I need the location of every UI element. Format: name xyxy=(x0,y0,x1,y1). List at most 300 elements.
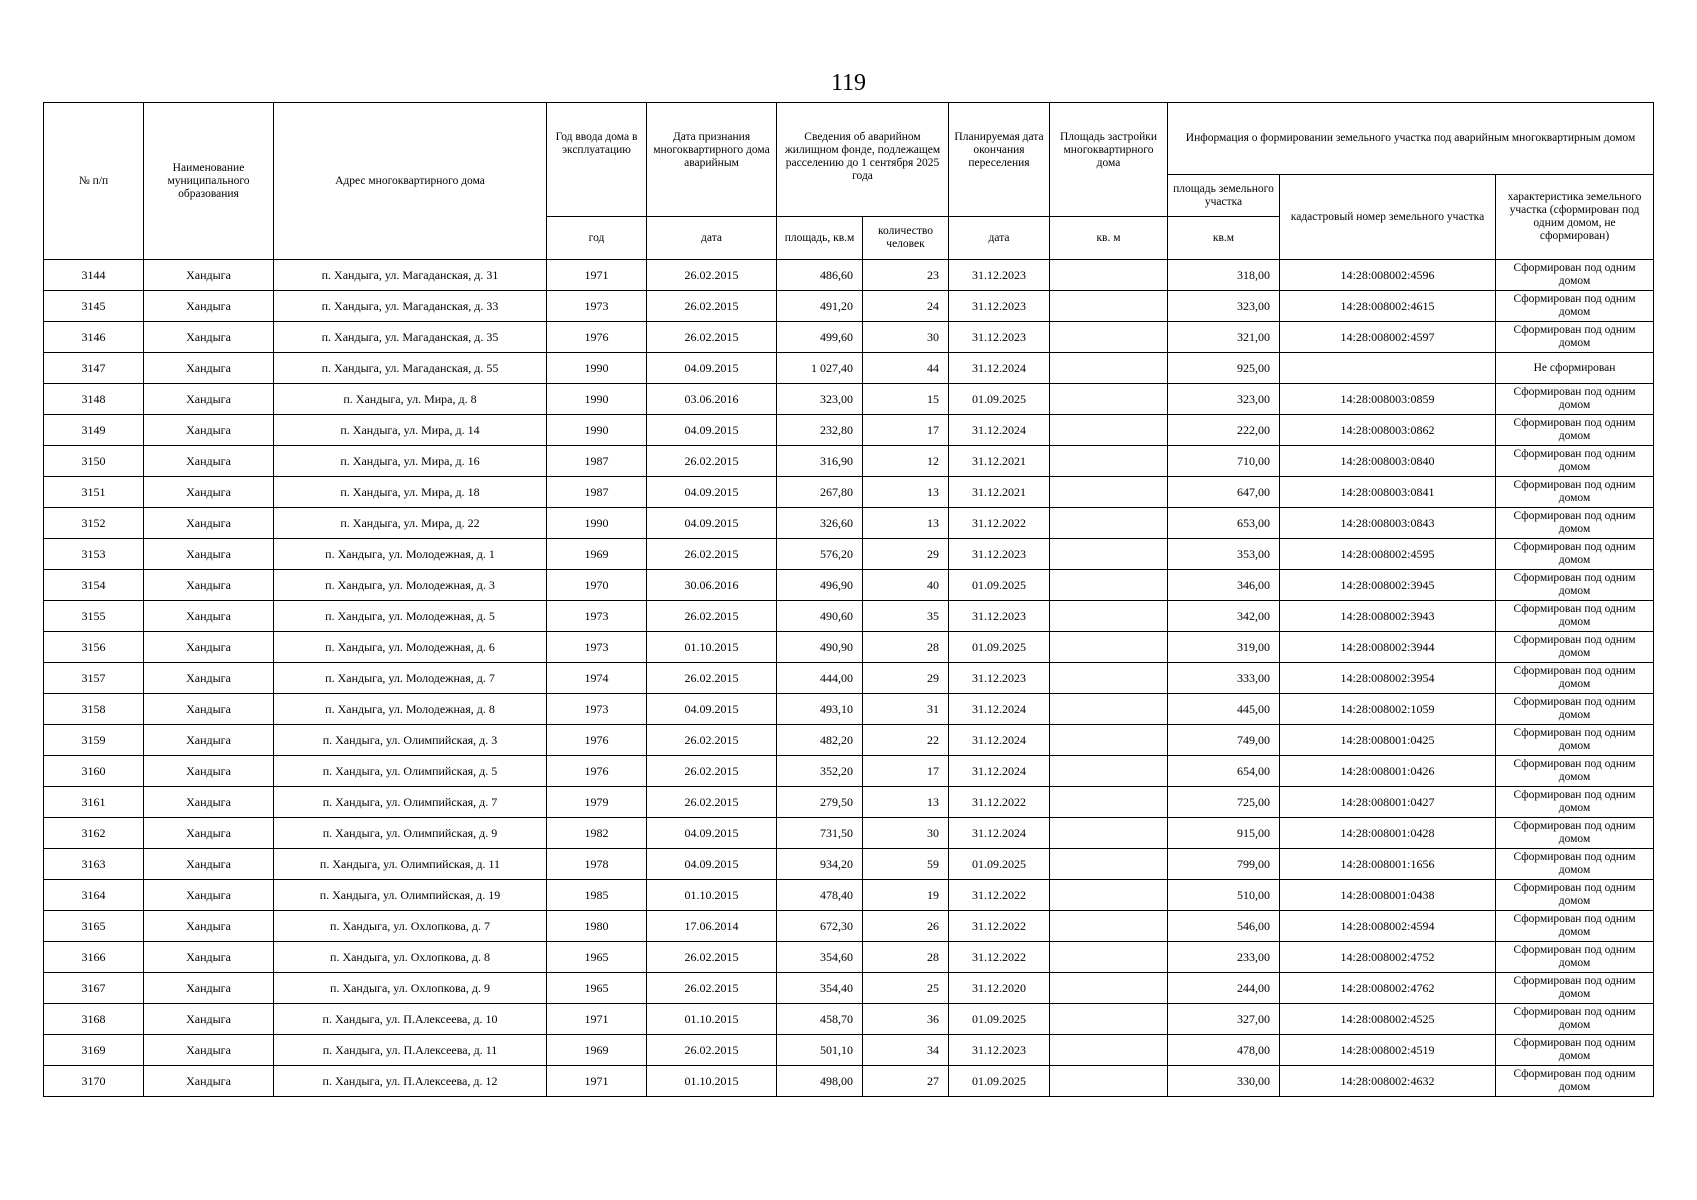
cell-people: 40 xyxy=(863,570,949,601)
cell-cadastral: 14:28:008001:0427 xyxy=(1280,787,1496,818)
table-row xyxy=(44,787,1654,818)
cell-people: 44 xyxy=(863,353,949,384)
cell-planned-end: 01.09.2025 xyxy=(949,570,1050,601)
cell-planned-end: 31.12.2024 xyxy=(949,725,1050,756)
cell-address: п. Хандыга, ул. Охлопкова, д. 8 xyxy=(274,942,547,973)
cell-cadastral: 14:28:008002:4632 xyxy=(1280,1066,1496,1097)
cell-area: 1 027,40 xyxy=(777,353,863,384)
cell-year: 1978 xyxy=(547,849,647,880)
emergency-housing-table xyxy=(43,102,1654,1097)
cell-date-recognized: 04.09.2015 xyxy=(647,477,777,508)
cell-date-recognized: 26.02.2015 xyxy=(647,322,777,353)
cell-year: 1969 xyxy=(547,539,647,570)
cell-land-char: Сформирован под одним домом xyxy=(1496,539,1654,570)
cell-people: 28 xyxy=(863,632,949,663)
cell-land-area: 925,00 xyxy=(1168,353,1280,384)
header-num: № п/п xyxy=(44,103,144,260)
cell-area: 491,20 xyxy=(777,291,863,322)
cell-num: 3155 xyxy=(44,601,144,632)
cell-year: 1971 xyxy=(547,1004,647,1035)
cell-num: 3148 xyxy=(44,384,144,415)
cell-planned-end: 31.12.2024 xyxy=(949,415,1050,446)
table-row xyxy=(44,911,1654,942)
cell-year: 1990 xyxy=(547,415,647,446)
cell-year: 1979 xyxy=(547,787,647,818)
table-row xyxy=(44,415,1654,446)
cell-planned-end: 31.12.2023 xyxy=(949,291,1050,322)
table-row xyxy=(44,322,1654,353)
cell-date-recognized: 26.02.2015 xyxy=(647,260,777,291)
cell-date-recognized: 26.02.2015 xyxy=(647,725,777,756)
table-row xyxy=(44,973,1654,1004)
cell-address: п. Хандыга, ул. Молодежная, д. 6 xyxy=(274,632,547,663)
cell-people: 26 xyxy=(863,911,949,942)
cell-municipality: Хандыга xyxy=(144,291,274,322)
cell-num: 3146 xyxy=(44,322,144,353)
cell-people: 23 xyxy=(863,260,949,291)
cell-land-char: Не сформирован xyxy=(1496,353,1654,384)
cell-cadastral: 14:28:008003:0841 xyxy=(1280,477,1496,508)
cell-cadastral: 14:28:008001:0425 xyxy=(1280,725,1496,756)
cell-date-recognized: 26.02.2015 xyxy=(647,756,777,787)
cell-land-char: Сформирован под одним домом xyxy=(1496,291,1654,322)
cell-land-char: Сформирован под одним домом xyxy=(1496,756,1654,787)
cell-area: 934,20 xyxy=(777,849,863,880)
cell-building-area xyxy=(1050,415,1168,446)
unit-sqm: кв. м xyxy=(1050,217,1168,260)
cell-planned-end: 01.09.2025 xyxy=(949,632,1050,663)
cell-building-area xyxy=(1050,632,1168,663)
cell-planned-end: 01.09.2025 xyxy=(949,384,1050,415)
cell-num: 3152 xyxy=(44,508,144,539)
cell-building-area xyxy=(1050,322,1168,353)
cell-area: 458,70 xyxy=(777,1004,863,1035)
cell-year: 1970 xyxy=(547,570,647,601)
cell-area: 444,00 xyxy=(777,663,863,694)
cell-planned-end: 31.12.2022 xyxy=(949,880,1050,911)
table-row xyxy=(44,291,1654,322)
cell-cadastral: 14:28:008003:0840 xyxy=(1280,446,1496,477)
cell-planned-end: 31.12.2024 xyxy=(949,353,1050,384)
cell-year: 1976 xyxy=(547,756,647,787)
cell-land-char: Сформирован под одним домом xyxy=(1496,1004,1654,1035)
cell-land-area: 710,00 xyxy=(1168,446,1280,477)
table-row xyxy=(44,663,1654,694)
cell-people: 29 xyxy=(863,663,949,694)
cell-building-area xyxy=(1050,973,1168,1004)
cell-cadastral: 14:28:008002:4762 xyxy=(1280,973,1496,1004)
cell-date-recognized: 26.02.2015 xyxy=(647,787,777,818)
table-row xyxy=(44,756,1654,787)
cell-land-char: Сформирован под одним домом xyxy=(1496,787,1654,818)
cell-building-area xyxy=(1050,446,1168,477)
cell-building-area xyxy=(1050,725,1168,756)
cell-municipality: Хандыга xyxy=(144,260,274,291)
cell-address: п. Хандыга, ул. Охлопкова, д. 9 xyxy=(274,973,547,1004)
cell-year: 1990 xyxy=(547,353,647,384)
cell-municipality: Хандыга xyxy=(144,446,274,477)
cell-building-area xyxy=(1050,787,1168,818)
cell-address: п. Хандыга, ул. П.Алексеева, д. 12 xyxy=(274,1066,547,1097)
cell-address: п. Хандыга, ул. Охлопкова, д. 7 xyxy=(274,911,547,942)
cell-land-area: 323,00 xyxy=(1168,291,1280,322)
cell-cadastral: 14:28:008002:4597 xyxy=(1280,322,1496,353)
cell-date-recognized: 01.10.2015 xyxy=(647,1004,777,1035)
cell-address: п. Хандыга, ул. Олимпийская, д. 11 xyxy=(274,849,547,880)
unit-people: количество человек xyxy=(863,217,949,260)
cell-planned-end: 01.09.2025 xyxy=(949,849,1050,880)
cell-year: 1990 xyxy=(547,508,647,539)
cell-municipality: Хандыга xyxy=(144,632,274,663)
cell-num: 3151 xyxy=(44,477,144,508)
cell-land-char: Сформирован под одним домом xyxy=(1496,818,1654,849)
cell-land-area: 653,00 xyxy=(1168,508,1280,539)
table-row xyxy=(44,694,1654,725)
cell-land-char: Сформирован под одним домом xyxy=(1496,446,1654,477)
cell-land-area: 333,00 xyxy=(1168,663,1280,694)
cell-area: 232,80 xyxy=(777,415,863,446)
cell-cadastral: 14:28:008002:4594 xyxy=(1280,911,1496,942)
table-row xyxy=(44,260,1654,291)
table-row xyxy=(44,601,1654,632)
cell-land-char: Сформирован под одним домом xyxy=(1496,322,1654,353)
cell-cadastral: 14:28:008002:4519 xyxy=(1280,1035,1496,1066)
cell-address: п. Хандыга, ул. Мира, д. 16 xyxy=(274,446,547,477)
cell-address: п. Хандыга, ул. Магаданская, д. 31 xyxy=(274,260,547,291)
cell-num: 3147 xyxy=(44,353,144,384)
cell-address: п. Хандыга, ул. Олимпийская, д. 7 xyxy=(274,787,547,818)
cell-land-char: Сформирован под одним домом xyxy=(1496,601,1654,632)
cell-municipality: Хандыга xyxy=(144,849,274,880)
cell-land-area: 244,00 xyxy=(1168,973,1280,1004)
cell-area: 323,00 xyxy=(777,384,863,415)
cell-address: п. Хандыга, ул. Молодежная, д. 8 xyxy=(274,694,547,725)
cell-num: 3153 xyxy=(44,539,144,570)
cell-date-recognized: 26.02.2015 xyxy=(647,539,777,570)
cell-building-area xyxy=(1050,1066,1168,1097)
cell-date-recognized: 01.10.2015 xyxy=(647,1066,777,1097)
cell-planned-end: 31.12.2023 xyxy=(949,601,1050,632)
cell-area: 576,20 xyxy=(777,539,863,570)
cell-address: п. Хандыга, ул. Мира, д. 8 xyxy=(274,384,547,415)
header-year: Год ввода дома в эксплуатацию xyxy=(547,103,647,217)
cell-year: 1982 xyxy=(547,818,647,849)
cell-land-char: Сформирован под одним домом xyxy=(1496,570,1654,601)
cell-year: 1987 xyxy=(547,477,647,508)
cell-area: 326,60 xyxy=(777,508,863,539)
table-row xyxy=(44,477,1654,508)
cell-cadastral: 14:28:008002:4525 xyxy=(1280,1004,1496,1035)
cell-address: п. Хандыга, ул. Магаданская, д. 35 xyxy=(274,322,547,353)
cell-people: 30 xyxy=(863,322,949,353)
cell-municipality: Хандыга xyxy=(144,880,274,911)
cell-building-area xyxy=(1050,818,1168,849)
cell-land-area: 725,00 xyxy=(1168,787,1280,818)
unit-year: год xyxy=(547,217,647,260)
cell-area: 490,90 xyxy=(777,632,863,663)
cell-num: 3154 xyxy=(44,570,144,601)
cell-municipality: Хандыга xyxy=(144,942,274,973)
cell-cadastral: 14:28:008002:1059 xyxy=(1280,694,1496,725)
cell-area: 493,10 xyxy=(777,694,863,725)
header-resettle-info: Сведения об аварийном жилищном фонде, подлежащем расселению до 1 сентября 2025 года xyxy=(777,103,949,217)
cell-municipality: Хандыга xyxy=(144,911,274,942)
cell-num: 3170 xyxy=(44,1066,144,1097)
table-row xyxy=(44,880,1654,911)
cell-area: 267,80 xyxy=(777,477,863,508)
cell-year: 1969 xyxy=(547,1035,647,1066)
cell-building-area xyxy=(1050,663,1168,694)
cell-num: 3165 xyxy=(44,911,144,942)
cell-people: 17 xyxy=(863,415,949,446)
cell-year: 1976 xyxy=(547,725,647,756)
cell-num: 3160 xyxy=(44,756,144,787)
cell-municipality: Хандыга xyxy=(144,787,274,818)
cell-address: п. Хандыга, ул. Молодежная, д. 1 xyxy=(274,539,547,570)
cell-people: 28 xyxy=(863,942,949,973)
cell-cadastral: 14:28:008002:4596 xyxy=(1280,260,1496,291)
cell-year: 1985 xyxy=(547,880,647,911)
cell-cadastral: 14:28:008002:4752 xyxy=(1280,942,1496,973)
cell-num: 3145 xyxy=(44,291,144,322)
cell-building-area xyxy=(1050,260,1168,291)
cell-people: 19 xyxy=(863,880,949,911)
cell-num: 3169 xyxy=(44,1035,144,1066)
header-building-area: Площадь застройки многоквартирного дома xyxy=(1050,103,1168,217)
header-land-area: площадь земельного участка xyxy=(1168,175,1280,217)
cell-planned-end: 01.09.2025 xyxy=(949,1004,1050,1035)
cell-area: 486,60 xyxy=(777,260,863,291)
cell-address: п. Хандыга, ул. Олимпийская, д. 5 xyxy=(274,756,547,787)
cell-address: п. Хандыга, ул. П.Алексеева, д. 11 xyxy=(274,1035,547,1066)
cell-cadastral: 14:28:008001:0428 xyxy=(1280,818,1496,849)
cell-land-area: 353,00 xyxy=(1168,539,1280,570)
cell-land-char: Сформирован под одним домом xyxy=(1496,384,1654,415)
cell-land-char: Сформирован под одним домом xyxy=(1496,880,1654,911)
cell-date-recognized: 30.06.2016 xyxy=(647,570,777,601)
cell-year: 1973 xyxy=(547,694,647,725)
header-land-info: Информация о формировании земельного участка под аварийным многоквартирным домом xyxy=(1168,103,1654,175)
table-row xyxy=(44,570,1654,601)
cell-municipality: Хандыга xyxy=(144,477,274,508)
table-row xyxy=(44,942,1654,973)
cell-land-area: 319,00 xyxy=(1168,632,1280,663)
cell-cadastral: 14:28:008001:1656 xyxy=(1280,849,1496,880)
cell-land-area: 323,00 xyxy=(1168,384,1280,415)
table-row xyxy=(44,1004,1654,1035)
cell-building-area xyxy=(1050,1035,1168,1066)
cell-year: 1976 xyxy=(547,322,647,353)
cell-municipality: Хандыга xyxy=(144,663,274,694)
cell-num: 3163 xyxy=(44,849,144,880)
cell-land-area: 233,00 xyxy=(1168,942,1280,973)
cell-date-recognized: 01.10.2015 xyxy=(647,880,777,911)
cell-address: п. Хандыга, ул. Молодежная, д. 3 xyxy=(274,570,547,601)
cell-people: 59 xyxy=(863,849,949,880)
cell-people: 13 xyxy=(863,477,949,508)
cell-municipality: Хандыга xyxy=(144,384,274,415)
cell-people: 15 xyxy=(863,384,949,415)
cell-planned-end: 31.12.2022 xyxy=(949,911,1050,942)
cell-municipality: Хандыга xyxy=(144,1035,274,1066)
cell-building-area xyxy=(1050,570,1168,601)
cell-municipality: Хандыга xyxy=(144,601,274,632)
table-row xyxy=(44,539,1654,570)
header-address: Адрес многоквартирного дома xyxy=(274,103,547,260)
cell-land-area: 915,00 xyxy=(1168,818,1280,849)
cell-people: 35 xyxy=(863,601,949,632)
cell-people: 12 xyxy=(863,446,949,477)
table-row xyxy=(44,818,1654,849)
cell-num: 3150 xyxy=(44,446,144,477)
table-row xyxy=(44,353,1654,384)
cell-people: 22 xyxy=(863,725,949,756)
cell-num: 3161 xyxy=(44,787,144,818)
cell-planned-end: 31.12.2021 xyxy=(949,446,1050,477)
cell-planned-end: 31.12.2021 xyxy=(949,477,1050,508)
cell-land-char: Сформирован под одним домом xyxy=(1496,260,1654,291)
cell-address: п. Хандыга, ул. Мира, д. 14 xyxy=(274,415,547,446)
cell-land-char: Сформирован под одним домом xyxy=(1496,632,1654,663)
cell-date-recognized: 03.06.2016 xyxy=(647,384,777,415)
cell-date-recognized: 04.09.2015 xyxy=(647,353,777,384)
cell-area: 354,60 xyxy=(777,942,863,973)
cell-address: п. Хандыга, ул. Олимпийская, д. 9 xyxy=(274,818,547,849)
cell-year: 1990 xyxy=(547,384,647,415)
cell-num: 3149 xyxy=(44,415,144,446)
unit-date: дата xyxy=(647,217,777,260)
cell-municipality: Хандыга xyxy=(144,725,274,756)
cell-land-area: 445,00 xyxy=(1168,694,1280,725)
cell-municipality: Хандыга xyxy=(144,322,274,353)
cell-land-area: 321,00 xyxy=(1168,322,1280,353)
cell-year: 1973 xyxy=(547,632,647,663)
cell-building-area xyxy=(1050,291,1168,322)
cell-date-recognized: 01.10.2015 xyxy=(647,632,777,663)
cell-land-area: 654,00 xyxy=(1168,756,1280,787)
cell-cadastral: 14:28:008003:0859 xyxy=(1280,384,1496,415)
cell-land-char: Сформирован под одним домом xyxy=(1496,508,1654,539)
cell-municipality: Хандыга xyxy=(144,756,274,787)
cell-address: п. Хандыга, ул. Магаданская, д. 33 xyxy=(274,291,547,322)
cell-building-area xyxy=(1050,508,1168,539)
cell-building-area xyxy=(1050,539,1168,570)
cell-year: 1971 xyxy=(547,1066,647,1097)
cell-num: 3162 xyxy=(44,818,144,849)
cell-date-recognized: 26.02.2015 xyxy=(647,446,777,477)
cell-planned-end: 31.12.2023 xyxy=(949,663,1050,694)
cell-cadastral: 14:28:008002:3945 xyxy=(1280,570,1496,601)
table-body xyxy=(44,260,1654,1097)
cell-planned-end: 31.12.2023 xyxy=(949,322,1050,353)
cell-land-area: 478,00 xyxy=(1168,1035,1280,1066)
cell-address: п. Хандыга, ул. Олимпийская, д. 19 xyxy=(274,880,547,911)
cell-land-char: Сформирован под одним домом xyxy=(1496,973,1654,1004)
cell-planned-end: 31.12.2020 xyxy=(949,973,1050,1004)
cell-land-area: 342,00 xyxy=(1168,601,1280,632)
cell-year: 1980 xyxy=(547,911,647,942)
header-municipality: Наименование муниципального образования xyxy=(144,103,274,260)
cell-building-area xyxy=(1050,756,1168,787)
unit-kvm: кв.м xyxy=(1168,217,1280,260)
cell-cadastral: 14:28:008003:0843 xyxy=(1280,508,1496,539)
cell-land-char: Сформирован под одним домом xyxy=(1496,477,1654,508)
cell-area: 352,20 xyxy=(777,756,863,787)
cell-municipality: Хандыга xyxy=(144,539,274,570)
cell-land-char: Сформирован под одним домом xyxy=(1496,725,1654,756)
cell-num: 3156 xyxy=(44,632,144,663)
cell-cadastral: 14:28:008003:0862 xyxy=(1280,415,1496,446)
cell-planned-end: 31.12.2024 xyxy=(949,694,1050,725)
cell-address: п. Хандыга, ул. П.Алексеева, д. 10 xyxy=(274,1004,547,1035)
cell-cadastral: 14:28:008002:4615 xyxy=(1280,291,1496,322)
cell-area: 496,90 xyxy=(777,570,863,601)
cell-date-recognized: 04.09.2015 xyxy=(647,508,777,539)
cell-num: 3157 xyxy=(44,663,144,694)
cell-area: 354,40 xyxy=(777,973,863,1004)
cell-address: п. Хандыга, ул. Мира, д. 22 xyxy=(274,508,547,539)
cell-people: 17 xyxy=(863,756,949,787)
table-row xyxy=(44,384,1654,415)
cell-land-char: Сформирован под одним домом xyxy=(1496,1066,1654,1097)
cell-planned-end: 31.12.2023 xyxy=(949,1035,1050,1066)
cell-address: п. Хандыга, ул. Олимпийская, д. 3 xyxy=(274,725,547,756)
table-row xyxy=(44,849,1654,880)
cell-address: п. Хандыга, ул. Молодежная, д. 7 xyxy=(274,663,547,694)
cell-land-area: 546,00 xyxy=(1168,911,1280,942)
header-planned-end: Планируемая дата окончания переселения xyxy=(949,103,1050,217)
cell-people: 25 xyxy=(863,973,949,1004)
cell-date-recognized: 17.06.2014 xyxy=(647,911,777,942)
page-number: 119 xyxy=(830,70,867,96)
cell-municipality: Хандыга xyxy=(144,1004,274,1035)
cell-num: 3144 xyxy=(44,260,144,291)
cell-planned-end: 01.09.2025 xyxy=(949,1066,1050,1097)
header-date-recognized: Дата признания многоквартирного дома аварийным xyxy=(647,103,777,217)
cell-area: 279,50 xyxy=(777,787,863,818)
cell-area: 499,60 xyxy=(777,322,863,353)
cell-land-area: 327,00 xyxy=(1168,1004,1280,1035)
header-land-char: характеристика земельного участка (сформирован под одним домом, не сформирован) xyxy=(1496,175,1654,260)
cell-people: 30 xyxy=(863,818,949,849)
cell-cadastral: 14:28:008002:4595 xyxy=(1280,539,1496,570)
cell-planned-end: 31.12.2022 xyxy=(949,787,1050,818)
cell-people: 27 xyxy=(863,1066,949,1097)
cell-date-recognized: 26.02.2015 xyxy=(647,973,777,1004)
cell-land-area: 510,00 xyxy=(1168,880,1280,911)
table-row xyxy=(44,446,1654,477)
cell-building-area xyxy=(1050,911,1168,942)
cell-people: 34 xyxy=(863,1035,949,1066)
cell-num: 3167 xyxy=(44,973,144,1004)
cell-people: 29 xyxy=(863,539,949,570)
cell-planned-end: 31.12.2023 xyxy=(949,539,1050,570)
cell-municipality: Хандыга xyxy=(144,694,274,725)
cell-num: 3164 xyxy=(44,880,144,911)
cell-year: 1965 xyxy=(547,973,647,1004)
cell-people: 31 xyxy=(863,694,949,725)
table-row xyxy=(44,508,1654,539)
cell-area: 482,20 xyxy=(777,725,863,756)
cell-land-char: Сформирован под одним домом xyxy=(1496,663,1654,694)
cell-building-area xyxy=(1050,1004,1168,1035)
cell-land-area: 346,00 xyxy=(1168,570,1280,601)
cell-date-recognized: 26.02.2015 xyxy=(647,663,777,694)
cell-municipality: Хандыга xyxy=(144,570,274,601)
cell-area: 501,10 xyxy=(777,1035,863,1066)
cell-municipality: Хандыга xyxy=(144,415,274,446)
cell-building-area xyxy=(1050,942,1168,973)
